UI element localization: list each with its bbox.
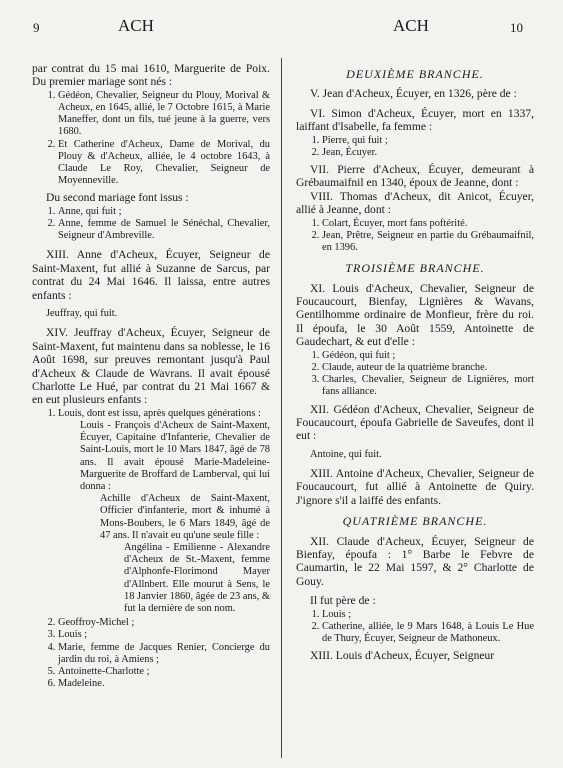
second-marriage-intro: Du second mariage font issus : (46, 191, 189, 205)
second-children-list (32, 206, 270, 243)
opening-paragraph: par contrat du 15 mai 1610, Marguerite de Poix. Du premier mariage sont nés : (32, 62, 270, 89)
list-item: 2. Claude, auteur de la quatrième branche. (322, 362, 534, 374)
list-item: 4. Marie, femme de Jacques Renier, Concierge du jardin du roi, à Amiens ; (58, 642, 270, 666)
left-running-title: ACH (118, 16, 154, 35)
column-divider (281, 58, 282, 758)
child-line: Jeuffray, qui fuit. (46, 308, 118, 320)
right-column (296, 62, 534, 663)
list-item: 2. Anne, femme de Samuel le Sénéchal, Chevalier, Seigneur d'Ambreville. (58, 218, 270, 242)
paragraph-xiii-louis: XIII. Louis d'Acheux, Écuyer, Seigneur (310, 649, 495, 663)
list-item: 1. Louis ; (322, 609, 534, 621)
right-page-number: 10 (510, 20, 523, 35)
list-item: 6. Madeleine. (58, 678, 270, 690)
list-item: 1. Pierre, qui fuit ; (322, 135, 534, 147)
list-item: 2. Jean, Écuyer. (322, 147, 534, 159)
first-children-list (32, 90, 270, 188)
paragraph-vi: VI. Simon d'Acheux, Écuyer, mort en 1337, laiffant d'Isabelle, fa femme : (296, 106, 534, 134)
list-item: 1. Gédéon, Chevalier, Seigneur du Plouy, Morival & Acheux, en 1645, allié, le 7 Octobre 1615, à Marie Maneffer, dont un fils, tué jeune à la guerre, vers 1680. (58, 90, 270, 139)
louis-francois-entry: Louis - François d'Acheux de Saint-Maxent, Écuyer, Capitaine d'Infanterie, Chevalier de Saint-Louis, mort le 10 Mars 1847, âgé de 78 ans. Il avait épousé Marie-Madeleine-Marguerite de Broffard de Lamberval, qui lui donna : (80, 419, 270, 492)
list-item: 1. Louis, dont est issu, après quelques générations : (58, 408, 270, 420)
claude-children-list (296, 609, 534, 646)
xi-children-list (296, 350, 534, 399)
list-item: 1. Anne, qui fuit ; (58, 206, 270, 218)
list-item: 3. Louis ; (58, 629, 270, 641)
paragraph-xi: XI. Louis d'Acheux, Chevalier, Seigneur de Foucaucourt, Bienfay, Lignières & Wavans, Gentilhomme ordinaire de Monfieur, frère du roi. Il époufa, le 30 Août 1559, Antoinette de Gaudechart, & eut d'elle : (296, 281, 534, 349)
paragraph-xiv: XIV. Jeuffray d'Acheux, Écuyer, Seigneur de Saint-Maxent, fut maintenu dans sa noblesse, le 16 Août 1698, sur preuves remontant jusqu'à Paul d'Acheux & Claude de Wavrans. Il avait épousé Charlotte Le Hué, par contrat du 21 Mai 1667 & en eut plusieurs enfants : (32, 326, 270, 407)
paragraph-xiii: XIII. Anne d'Acheux, Écuyer, Seigneur de Saint-Maxent, fut allié à Suzanne de Sarcus, par contrat du 24 Mai 1646. Il laissa, entre autres enfants : (32, 248, 270, 302)
child-line: Antoine, qui fuit. (310, 448, 382, 460)
left-column (32, 62, 270, 694)
list-item: 1. Colart, Écuyer, mort fans poftérité. (322, 218, 534, 230)
right-running-title: ACH (393, 16, 429, 35)
paragraph-xii-claude: XII. Claude d'Acheux, Écuyer, Seigneur de Bienfay, époufa : 1° Barbe le Febvre de Caumartin, le 22 Mai 1597, & 2° Charlotte de Gouy. (296, 534, 534, 588)
paragraph-xiii: XIII. Antoine d'Acheux, Chevalier, Seigneur de Foucaucourt, fut allié à Antoinette de Quiry. J'ignore s'il a laiffé des enfants. (296, 466, 534, 507)
vi-children-list (296, 135, 534, 159)
louis-list (32, 408, 270, 420)
list-item: 1. Gédéon, qui fuit ; (322, 350, 534, 362)
achille-entry: Achille d'Acheux de Saint-Maxent, Officier d'infanterie, mort & inhumé à Mons-Boubers, le 6 Mars 1849, âgé de 47 ans. Il n'avait eu qu'une seule fille : (100, 493, 270, 541)
branch-4-title: QUATRIÈME BRANCHE. (342, 514, 488, 529)
father-of-line: Il fut père de : (310, 594, 376, 608)
paragraph-xii: XII. Gédéon d'Acheux, Chevalier, Seigneur de Foucaucourt, époufa Gabrielle de Saveufes, dont il eut : (296, 402, 534, 443)
list-item: 2. Catherine, alliée, le 9 Mars 1648, à Louis Le Hue de Thury, Écuyer, Seigneur de Mathoneux. (322, 621, 534, 645)
other-children-list (32, 617, 270, 690)
branch-2-title: DEUXIÈME BRANCHE. (346, 67, 484, 81)
paragraph-viii: VIII. Thomas d'Acheux, dit Anicot, Écuyer, allié à Jeanne, dont : (296, 189, 534, 217)
list-item: 2. Geoffroy-Michel ; (58, 617, 270, 629)
paragraph-vii: VII. Pierre d'Acheux, Écuyer, demeurant à Grébaumaifnil en 1340, époux de Jeanne, dont : (296, 163, 534, 190)
list-item: 2. Jean, Prêtre, Seigneur en partie du Grébaumaifnil, en 1396. (322, 230, 534, 254)
left-page-number: 9 (33, 20, 40, 35)
angelina-entry: Angélina - Emilienne - Alexandre d'Acheux de St.-Maxent, femme d'Alphonfe-Florimond Mayer d'Allnbert. Elle mourut à Sens, le 18 Janvier 1860, âgée de 23 ans, & fut la dernière de son nom. (124, 541, 270, 614)
list-item: 2. Et Catherine d'Acheux, Dame de Morival, du Plouy & d'Acheux, alliée, le 4 octobre 1643, à Claude Le Roy, Chevalier, Seigneur de Moyenneville. (58, 139, 270, 188)
list-item: 5. Antoinette-Charlotte ; (58, 666, 270, 678)
branch-3-title: TROISIÈME BRANCHE. (345, 261, 485, 276)
viii-children-list (296, 218, 534, 255)
list-item: 3. Charles, Chevalier, Seigneur de Lignières, mort fans alliance. (322, 374, 534, 398)
paragraph-v: V. Jean d'Acheux, Écuyer, en 1326, père de : (310, 87, 517, 101)
